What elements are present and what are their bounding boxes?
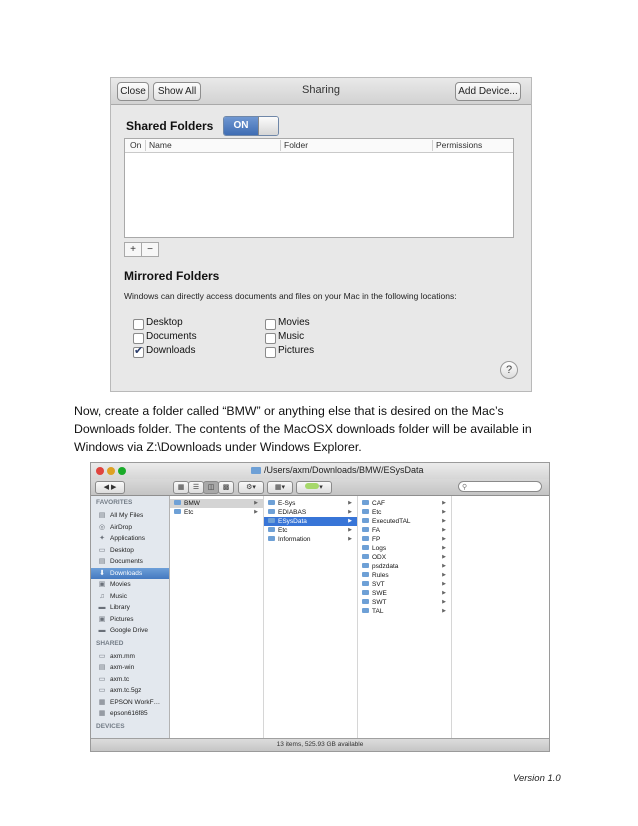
coverflow-view-icon[interactable]: ▩ <box>218 481 234 494</box>
paragraph-line: Downloads folder. The contents of the MacOSX downloads folder will be available in <box>74 422 532 436</box>
airdrop-icon: ◎ <box>98 523 106 531</box>
server-icon: ▭ <box>98 675 106 683</box>
paragraph-line: Windows via Z:\Downloads under Windows Explorer. <box>74 440 362 454</box>
printer-icon: ▦ <box>98 710 106 717</box>
sidebar-item[interactable] <box>91 522 169 533</box>
folder-icon <box>362 599 369 604</box>
list-item[interactable] <box>358 589 451 598</box>
pictures-label: Pictures <box>278 345 315 356</box>
disclosure-arrow-icon: ▶ <box>442 500 446 506</box>
sharing-preferences-window <box>110 77 532 392</box>
folder-icon <box>362 500 369 505</box>
folder-icon <box>362 509 369 514</box>
sidebar-item[interactable] <box>91 674 169 685</box>
downloads-label: Downloads <box>146 345 196 356</box>
pictures-icon: ▣ <box>98 615 106 623</box>
sidebar-item[interactable] <box>91 510 169 521</box>
folder-icon <box>362 554 369 559</box>
list-item-label: Logs <box>372 545 387 552</box>
list-item-label: psdzdata <box>372 563 399 570</box>
list-item[interactable] <box>264 517 357 526</box>
pc-icon: ▤ <box>98 664 106 671</box>
icon-view-icon[interactable]: ▦ <box>173 481 189 494</box>
disclosure-arrow-icon: ▶ <box>348 518 352 524</box>
finder-window <box>90 462 550 752</box>
minimize-window-icon[interactable] <box>107 467 115 475</box>
list-item[interactable] <box>264 535 357 544</box>
folder-icon <box>362 527 369 532</box>
sidebar-item[interactable] <box>91 579 169 590</box>
disclosure-arrow-icon: ▶ <box>254 500 258 506</box>
empty-column[interactable] <box>452 496 548 739</box>
toggle-knob[interactable] <box>258 117 279 135</box>
close-window-icon[interactable] <box>96 467 104 475</box>
disclosure-arrow-icon: ▶ <box>254 509 258 515</box>
action-gear-icon[interactable]: ⚙▾ <box>238 481 264 494</box>
sidebar-item-label: Downloads <box>110 569 143 577</box>
list-item-label: E-Sys <box>278 500 296 507</box>
close-button[interactable]: Close <box>117 82 149 101</box>
server-icon: ▭ <box>98 687 106 694</box>
disclosure-arrow-icon: ▶ <box>442 581 446 587</box>
shared-folders-heading: Shared Folders <box>126 119 214 133</box>
list-item-label: Etc <box>278 527 288 534</box>
mirrored-description: Windows can directly access documents and files on your Mac in the following locations: <box>124 291 457 301</box>
list-item[interactable] <box>358 580 451 589</box>
column-esysdata-contents[interactable] <box>358 496 452 739</box>
list-item-label: Information <box>278 536 311 543</box>
folder-icon: ▬ <box>98 627 106 634</box>
sidebar-item-label: Library <box>110 604 130 611</box>
search-input[interactable] <box>458 481 542 492</box>
sidebar-item[interactable] <box>91 651 169 662</box>
sidebar-item[interactable] <box>91 614 169 625</box>
folder-icon: ▬ <box>98 604 106 611</box>
movies-checkbox[interactable] <box>265 319 276 330</box>
folder-icon <box>251 467 261 474</box>
sidebar-item[interactable] <box>91 625 169 636</box>
table-header <box>125 139 513 153</box>
files-icon: ▤ <box>98 512 106 519</box>
movies-label: Movies <box>278 317 310 328</box>
applications-icon: ✦ <box>99 535 105 542</box>
documents-icon: ▤ <box>98 558 106 565</box>
printer-icon: ▦ <box>98 698 106 706</box>
devices-heading: DEVICES <box>96 722 125 730</box>
list-item[interactable] <box>358 535 451 544</box>
preferences-title: Sharing <box>302 84 340 96</box>
desktop-label: Desktop <box>146 317 183 328</box>
sidebar-item[interactable] <box>91 568 169 579</box>
list-item[interactable] <box>264 508 357 517</box>
disclosure-arrow-icon: ▶ <box>442 563 446 569</box>
list-item-label: SWT <box>372 599 387 606</box>
desktop-icon: ▭ <box>98 546 106 554</box>
shared-folders-table[interactable] <box>124 138 514 238</box>
sharing-toggle[interactable] <box>223 116 279 136</box>
server-icon: ▭ <box>98 652 106 660</box>
shared-heading: SHARED <box>96 639 124 647</box>
list-item-label: Rules <box>372 572 389 579</box>
disclosure-arrow-icon: ▶ <box>442 608 446 614</box>
disclosure-arrow-icon: ▶ <box>442 545 446 551</box>
list-view-icon[interactable]: ☰ <box>188 481 204 494</box>
finder-titlebar <box>91 463 549 479</box>
downloads-checkbox[interactable] <box>133 347 144 358</box>
list-item[interactable] <box>358 562 451 571</box>
sidebar-item-label: axm.tc.5gz <box>110 687 142 694</box>
list-item-label: ESysData <box>278 518 307 525</box>
music-icon: ♫ <box>99 592 105 600</box>
disclosure-arrow-icon: ▶ <box>348 500 352 506</box>
favorites-heading: FAVORITES <box>96 499 133 506</box>
sidebar-item[interactable] <box>91 545 169 556</box>
documents-checkbox[interactable] <box>133 333 144 344</box>
tags-icon[interactable]: ▾ <box>296 481 332 494</box>
folder-icon <box>174 509 181 514</box>
folder-icon <box>268 509 275 514</box>
zoom-window-icon[interactable] <box>118 467 126 475</box>
disclosure-arrow-icon: ▶ <box>442 536 446 542</box>
sidebar-item-label: Documents <box>110 558 143 565</box>
disclosure-arrow-icon: ▶ <box>442 554 446 560</box>
sidebar-item[interactable] <box>91 685 169 696</box>
list-item-label: Etc <box>184 509 194 516</box>
sidebar-item-label: All My Files <box>110 512 144 519</box>
music-label: Music <box>278 331 305 342</box>
sidebar-item[interactable] <box>91 697 169 708</box>
disclosure-arrow-icon: ▶ <box>442 599 446 605</box>
disclosure-arrow-icon: ▶ <box>348 536 352 542</box>
list-item-label: CAF <box>372 500 385 507</box>
sidebar-item[interactable] <box>91 602 169 613</box>
music-checkbox[interactable] <box>265 333 276 344</box>
help-button[interactable]: ? <box>500 361 518 379</box>
preferences-toolbar <box>111 78 531 105</box>
list-item[interactable] <box>358 544 451 553</box>
sidebar-item[interactable] <box>91 533 169 544</box>
folder-icon <box>268 536 275 541</box>
toggle-on-label: ON <box>224 117 258 135</box>
list-item[interactable] <box>358 571 451 580</box>
list-item[interactable] <box>358 598 451 607</box>
path-text: /Users/axm/Downloads/BMW/ESysData <box>264 465 424 475</box>
sidebar-item-label: axm-win <box>110 664 135 671</box>
list-item-label: FA <box>372 527 380 534</box>
folder-icon <box>362 572 369 577</box>
back-forward-button[interactable]: ◀ ▶ <box>95 481 125 494</box>
documents-label: Documents <box>146 331 197 342</box>
sidebar-item[interactable] <box>91 662 169 673</box>
remove-folder-button[interactable]: − <box>141 242 159 257</box>
sidebar-item[interactable] <box>91 708 169 719</box>
column-name[interactable]: Name <box>149 140 172 150</box>
pictures-checkbox[interactable] <box>265 347 276 358</box>
list-item[interactable] <box>170 499 263 508</box>
list-item[interactable] <box>358 508 451 517</box>
folder-icon <box>362 518 369 523</box>
list-item-label: ExecutedTAL <box>372 518 411 525</box>
window-path-title <box>251 465 424 475</box>
column-on[interactable]: On <box>130 140 142 150</box>
show-all-button[interactable]: Show All <box>153 82 201 101</box>
list-item[interactable] <box>358 499 451 508</box>
folder-icon <box>362 536 369 541</box>
paragraph-line: Now, create a folder called “BMW” or anything else that is desired on the Mac’s <box>74 404 504 418</box>
list-item[interactable] <box>358 526 451 535</box>
column-view-icon[interactable]: ◫ <box>203 481 219 494</box>
folder-icon <box>268 500 275 505</box>
finder-sidebar <box>91 496 170 739</box>
column-bmw[interactable] <box>170 496 264 739</box>
disclosure-arrow-icon: ▶ <box>442 590 446 596</box>
column-bmw-contents[interactable] <box>264 496 358 739</box>
sidebar-item-label: Movies <box>110 581 131 588</box>
disclosure-arrow-icon: ▶ <box>442 527 446 533</box>
search-icon: ⚲ <box>462 484 468 491</box>
sidebar-item-label: Google Drive <box>110 627 148 634</box>
version-footer: Version 1.0 <box>513 773 561 784</box>
disclosure-arrow-icon: ▶ <box>442 509 446 515</box>
list-item[interactable] <box>358 553 451 562</box>
list-item[interactable] <box>170 508 263 517</box>
list-item-label: ODX <box>372 554 387 561</box>
finder-toolbar <box>91 479 549 496</box>
list-item[interactable] <box>358 517 451 526</box>
desktop-checkbox[interactable] <box>133 319 144 330</box>
disclosure-arrow-icon: ▶ <box>442 572 446 578</box>
sidebar-item[interactable] <box>91 591 169 602</box>
list-item[interactable] <box>358 607 451 616</box>
sidebar-item-label: axm.mm <box>110 652 135 660</box>
column-permissions[interactable]: Permissions <box>436 140 483 150</box>
add-device-button[interactable]: Add Device... <box>455 82 521 101</box>
list-item-label: SVT <box>372 581 385 588</box>
folder-icon <box>174 500 181 505</box>
list-item-label: Etc <box>372 509 382 516</box>
folder-icon <box>268 518 275 523</box>
folder-icon <box>362 581 369 586</box>
movies-icon: ▣ <box>98 581 106 588</box>
folder-icon <box>268 527 275 532</box>
arrange-icon[interactable]: ▦▾ <box>267 481 293 494</box>
list-item-label: FP <box>372 536 381 543</box>
folder-icon <box>362 590 369 595</box>
mirrored-folders-heading: Mirrored Folders <box>124 269 220 283</box>
disclosure-arrow-icon: ▶ <box>348 527 352 533</box>
sidebar-item-label: AirDrop <box>110 523 133 531</box>
sidebar-item-label: EPSON WorkF… <box>110 698 161 706</box>
list-item-label: TAL <box>372 608 384 615</box>
list-item-label: EDIABAS <box>278 509 307 516</box>
sidebar-item-label: Desktop <box>110 546 134 554</box>
disclosure-arrow-icon: ▶ <box>442 518 446 524</box>
column-folder[interactable]: Folder <box>284 140 309 150</box>
add-folder-button[interactable]: + <box>124 242 142 257</box>
list-item-label: BMW <box>184 500 200 507</box>
instruction-paragraph <box>74 402 564 456</box>
list-item[interactable] <box>264 499 357 508</box>
sidebar-item-label: Pictures <box>110 615 134 623</box>
folder-icon <box>362 563 369 568</box>
status-bar: 13 items, 525.93 GB available <box>91 738 549 751</box>
sidebar-item-label: Applications <box>110 535 146 542</box>
downloads-icon: ⬇ <box>99 569 105 577</box>
sidebar-item-label: axm.tc <box>110 675 130 683</box>
sidebar-item-label: Music <box>110 592 127 600</box>
disclosure-arrow-icon: ▶ <box>348 509 352 515</box>
folder-icon <box>362 608 369 613</box>
sidebar-item[interactable] <box>91 556 169 567</box>
folder-icon <box>362 545 369 550</box>
sidebar-item-label: epson616f85 <box>110 710 148 717</box>
list-item-label: SWE <box>372 590 387 597</box>
list-item[interactable] <box>264 526 357 535</box>
